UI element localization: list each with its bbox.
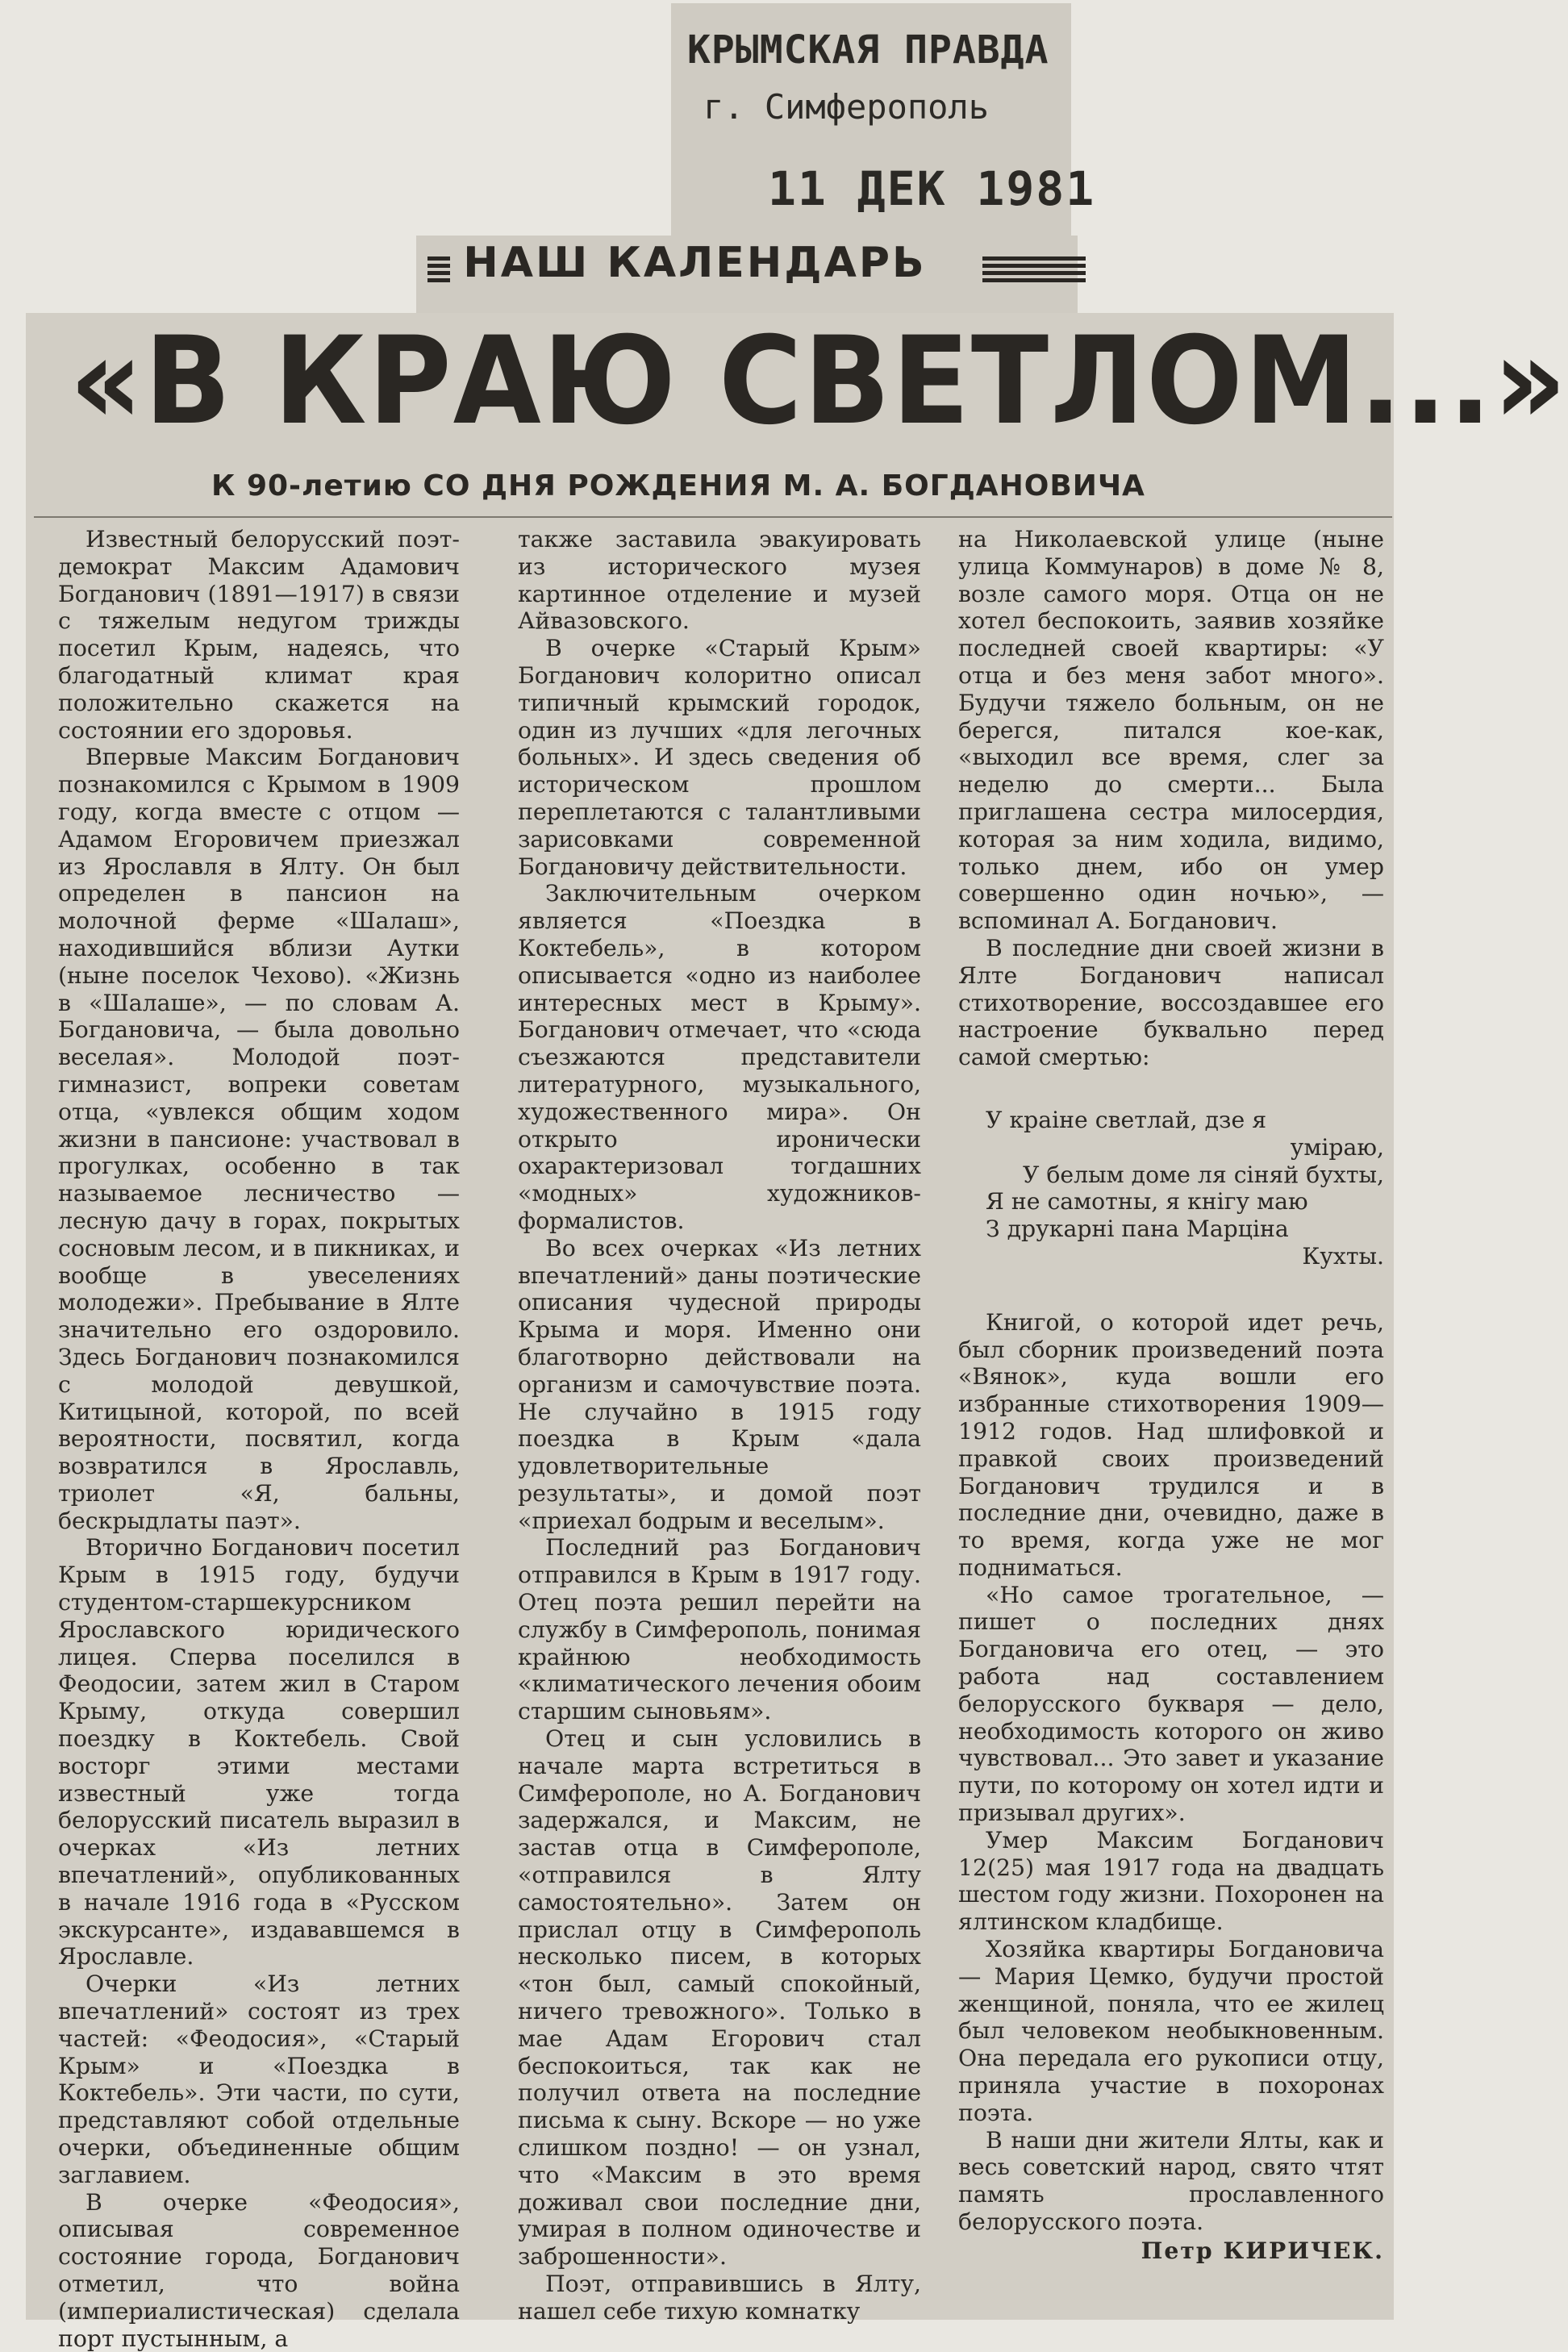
- paragraph-continued: на Николаевской улице (ныне улица Коммунаров) в доме № 8, возле самого моря. Отца он не хотел беспокоить, заявив хозяйке последней своей квартиры: «У отца и без меня забот много». Будучи тяжело больным, он не берегся, питался кое-как, «выходил все время, слег за неделю до смерти... Была приглашена сестра милосердия, которая за ним ходила, видимо, только днем, ибо он умер совершенно один ночью», — вспоминал А. Богданович.: [958, 526, 1384, 935]
- poem-line: уміраю,: [1290, 1133, 1384, 1161]
- rubric-heading: [429, 239, 927, 287]
- paragraph: «Но самое трогательное, — пишет о последних днях Богдановича его отец, — это работа над составлением белорусского букваря — дело, необходимость которого он живо чувствовал... Это завет и указание пути, по которому он хотел идти и призывал других».: [958, 1581, 1384, 1827]
- paragraph: Заключительным очерком является «Поездка в Коктебель», в котором описывается «одно из наиболее интересных мест в Крыму». Богданович отмечает, что «сюда съезжаются представители литературного, музыкального, художественного мира». Он открыто иронически охарактеризовал тогдашних «модных» художников-формалистов.: [518, 880, 921, 1234]
- paragraph: Отец и сын условились в начале марта встретиться в Симферополе, но А. Богданович задержался, и Максим, не застав отца в Симферополе, «отправился в Ялту самостоятельно». Затем он прислал отцу в Симферополь несколько писем, в которых «тон был, самый спокойный, ничего тревожного». Только в мае Адам Егорович стал беспокоиться, так как не получил ответа на последние письма к сыну. Вскоре — но уже слишком поздно! — он узнал, что «Максим в это время доживал свои последние дни, умирая в полном одиночестве и заброшенности».: [518, 1725, 921, 2271]
- column-2: [518, 526, 921, 2325]
- poem-line: З друкарні пана Марціна: [986, 1216, 1289, 1243]
- poem-line: Я не самотны, я кнігу маю: [986, 1188, 1308, 1216]
- paragraph: Известный белорусский поэт-демократ Максим Адамович Богданович (1891—1917) в связи с тяжелым недугом трижды посетил Крым, надеясь, что благодатный климат края положительно скажется на состоянии его здоровья.: [58, 526, 460, 744]
- paragraph: Последний раз Богданович отправился в Крым в 1917 году. Отец поэта решил перейти на службу в Симферополь, понимая крайнюю необходимость «климатического лечения обоим старшим сыновьям».: [518, 1534, 921, 1725]
- paragraph: В наши дни жители Ялты, как и весь советский народ, свято чтят память прославленного белорусского поэта.: [958, 2126, 1384, 2236]
- article-title: «В КРАЮ СВЕТЛОМ...»: [69, 311, 1568, 452]
- poem-line: У краіне светлай, дзе я: [986, 1106, 1267, 1133]
- article-subtitle: К 90-летию СО ДНЯ РОЖДЕНИЯ М. А. БОГДАНОВИЧА: [211, 469, 1145, 503]
- poem-line: Кухты.: [1302, 1242, 1384, 1270]
- paragraph-continued: также заставила эвакуировать из исторического музея картинное отделение и музей Айвазовского.: [518, 526, 921, 635]
- rubric-text: НАШ КАЛЕНДАРЬ: [463, 239, 927, 287]
- stamp-date: 11 ДЕК 1981: [768, 161, 1096, 216]
- paragraph: Хозяйка квартиры Богдановича — Мария Цемко, будучи простой женщиной, поняла, что ее жилец был человеком необыкновенным. Она передала его рукописи отцу, приняла участие в похоронах поэта.: [958, 1936, 1384, 2126]
- stamp-city: г. Симферополь: [703, 87, 990, 127]
- stamp-newspaper-name: КРЫМСКАЯ ПРАВДА: [687, 27, 1049, 73]
- column-1: [58, 526, 460, 2352]
- subtitle-rule: [34, 516, 1392, 518]
- paragraph: В очерке «Старый Крым» Богданович колоритно описал типичный крымский городок, один из лучших «для легочных больных». И здесь сведения об историческом прошлом переплетаются с талантливыми зарисовками современной Богдановичу действительности.: [518, 635, 921, 880]
- paragraph: Впервые Максим Богданович познакомился с Крымом в 1909 году, когда вместе с отцом — Адамом Егоровичем приезжал из Ярославля в Ялту. Он был определен в пансион на молочной ферме «Шалаш», находившийся вблизи Аутки (ныне поселок Чехово). «Жизнь в «Шалаше», — по словам А. Богдановича, — была довольно веселая». Молодой поэт-гимназист, вопреки советам отца, «увлекся общим ходом жизни в пансионе: участвовал в прогулках, особенно в так называемое лесничество — лесную дачу в горах, покрытых сосновым лесом, и в пикниках, и вообще в увеселениях молодежи». Пребывание в Ялте значительно его оздоровило. Здесь Богданович познакомился с молодой девушкой, Китицыной, которой, по всей вероятности, посвятил, когда возвратился в Ярославль, триолет «Я, бальны, бескрыдлаты паэт».: [58, 744, 460, 1534]
- paragraph: Поэт, отправившись в Ялту, нашел себе тихую комнатку: [518, 2271, 921, 2325]
- paragraph: Умер Максим Богданович 12(25) мая 1917 года на двадцать шестом году жизни. Похоронен на ялтинском кладбище.: [958, 1826, 1384, 1936]
- poem-line: У белым доме ля сіняй бухты,: [1022, 1161, 1384, 1188]
- poem-quote: [958, 1107, 1384, 1270]
- paragraph: Во всех очерках «Из летних впечатлений» даны поэтические описания чудесной природы Крыма и моря. Именно они благотворно действовали на организм и самочувствие поэта. Не случайно в 1915 году поездка в Крым «дала удовлетворительные результаты», и домой поэт «приехал бодрым и веселым».: [518, 1234, 921, 1534]
- paragraph: В последние дни своей жизни в Ялте Богданович написал стихотворение, воссоздавшее его настроение буквально перед самой смертью:: [958, 934, 1384, 1071]
- paragraph: Очерки «Из летних впечатлений» состоят из трех частей: «Феодосия», «Старый Крым» и «Поездка в Коктебель». Эти части, по сути, представляют собой отдельные очерки, объединенные общим заглавием.: [58, 1970, 460, 2188]
- paragraph: Книгой, о которой идет речь, был сборник произведений поэта «Вянок», куда вошли его избранные стихотворения 1909—1912 годов. Над шлифовкой и правкой своих произведений Богданович трудился и в последние дни, очевидно, даже в то время, когда уже не мог подниматься.: [958, 1308, 1384, 1581]
- author-signature: Петр КИРИЧЕК.: [1141, 2236, 1384, 2264]
- paragraph: В очерке «Феодосия», описывая современное состояние города, Богданович отметил, что война (империалистическая) сделала порт пустынным, а: [58, 2188, 460, 2352]
- rubric-right-ornament: [982, 256, 1086, 284]
- column-3: [958, 526, 1384, 2265]
- paragraph: Вторично Богданович посетил Крым в 1915 году, будучи студентом-старшекурсником Ярославского юридического лицея. Сперва поселился в Феодосии, затем жил в Старом Крыму, откуда совершил поездку в Коктебель. Свой восторг этими местами известный уже тогда белорусский писатель выразил в очерках «Из летних впечатлений», опубликованных в начале 1916 года в «Русском экскурсанте», издававшемся в Ярославле.: [58, 1534, 460, 1970]
